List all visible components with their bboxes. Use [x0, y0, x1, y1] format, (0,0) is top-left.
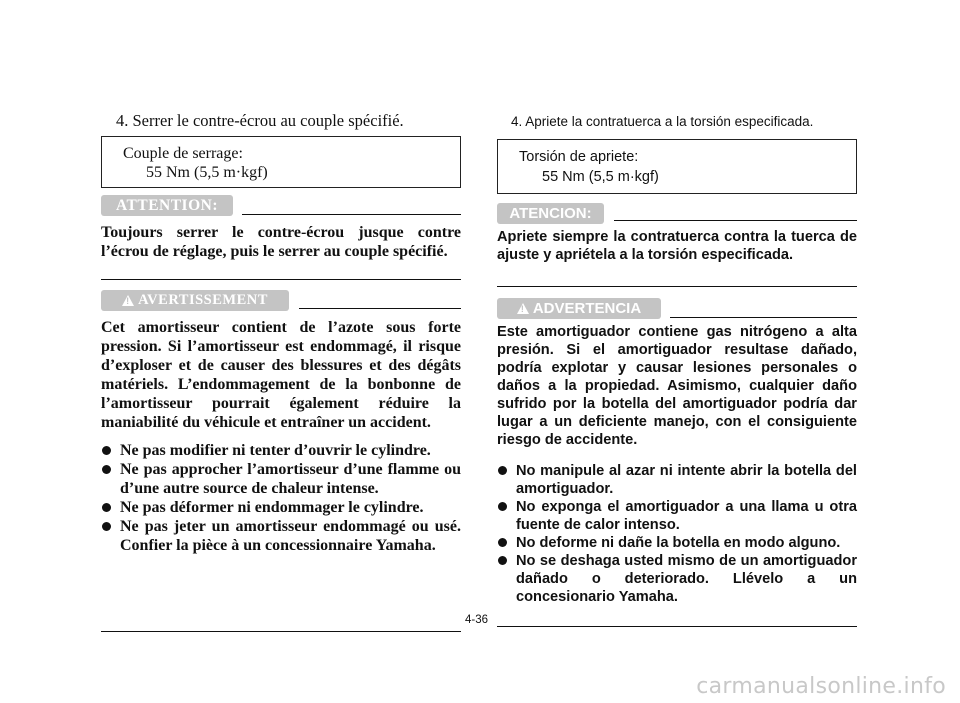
torque-spec-value-fr: 55 Nm (5,5 m·kgf) [146, 164, 268, 181]
bullet-icon [498, 466, 507, 475]
attention-badge-fr: ATTENTION: [101, 195, 233, 216]
torque-spec-value-es: 55 Nm (5,5 m·kgf) [542, 169, 659, 185]
list-item [101, 460, 461, 498]
warning-end-rule-fr [101, 631, 461, 632]
warning-text-fr: Cet amortisseur contient de l’azote sous forte pression. Si l’amortisseur est endommagé, il risque d’exploser et de causer des blessures et des dégâts matériels. L’endommagement de la bonbonne de l’amortisseur pourrait également réduire la maniabilité du véhicule et entraîner un accident. [101, 319, 461, 431]
bullet-text: No manipule al azar ni intente abrir la botella del amortiguador. [516, 463, 857, 497]
warning-triangle-icon [122, 295, 134, 306]
list-item [101, 441, 461, 460]
warning-rule-fr [299, 308, 461, 309]
bullet-icon [102, 465, 111, 474]
step-4-text-es: 4. Apriete la contratuerca a la torsión especificada. [511, 114, 814, 129]
attention-text-fr: Toujours serrer le contre-écrou jusque contre l’écrou de réglage, puis le serrer au couple spécifié. [101, 224, 461, 260]
bullet-icon [498, 502, 507, 511]
attention-end-rule-fr [101, 279, 461, 280]
bullet-text: No exponga el amortiguador a una llama u otra fuente de calor intenso. [516, 499, 857, 533]
attention-text-es: Apriete siempre la contratuerca contra la tuerca de ajuste y apriétela a la torsión especificada. [497, 229, 857, 263]
bullet-text: No deforme ni dañe la botella en modo alguno. [516, 535, 841, 551]
step-4-text-fr: 4. Serrer le contre-écrou au couple spécifié. [116, 111, 404, 130]
attention-rule-es [614, 220, 857, 221]
attention-end-rule-es [497, 286, 857, 287]
warning-text-es: Este amortiguador contiene gas nitrógeno a alta presión. Si el amortiguador resultase dañado, podría explotar y causar lesiones personales o daños a la propiedad. Asimismo, cualquier daño sufrido por la botella del amortiguador podría dar lugar a un deficiente manejo, con el consiguiente riesgo de accidente. [497, 324, 857, 448]
list-item [497, 552, 857, 606]
bullet-text: No se deshaga usted mismo de un amortiguador dañado o deteriorado. Llévelo a un concesionario Yamaha. [516, 553, 857, 605]
bullet-text: Ne pas jeter un amortisseur endommagé ou usé. Confier la pièce à un concessionnaire Yamaha. [120, 518, 461, 554]
bullet-text: Ne pas déformer ni endommager le cylindre. [120, 499, 424, 516]
warning-badge-fr [101, 290, 289, 311]
bullet-text: Ne pas modifier ni tenter d’ouvrir le cylindre. [120, 442, 431, 459]
bullet-text: Ne pas approcher l’amortisseur d’une flamme ou d’une autre source de chaleur intense. [120, 461, 461, 497]
torque-spec-label-fr: Couple de serrage: [123, 145, 243, 162]
torque-spec-box-es [497, 139, 857, 194]
torque-spec-box-fr [101, 136, 461, 188]
attention-badge-es: ATENCION: [497, 203, 604, 224]
bullet-icon [498, 556, 507, 565]
list-item [497, 534, 857, 552]
list-item [497, 462, 857, 498]
warning-bullets-es [497, 462, 857, 606]
warning-label-es: ADVERTENCIA [532, 300, 642, 317]
bullet-icon [102, 446, 111, 455]
list-item [101, 498, 461, 517]
warning-label-fr: AVERTISSEMENT [138, 292, 268, 308]
bullet-icon [498, 538, 507, 547]
warning-end-rule-es [497, 626, 857, 627]
list-item [497, 498, 857, 534]
page-number: 4-36 [465, 614, 489, 626]
list-item [101, 517, 461, 555]
warning-rule-es [670, 317, 857, 318]
bullet-icon [102, 503, 111, 512]
watermark: carmanualsonline.info [696, 674, 946, 699]
warning-triangle-icon [517, 303, 529, 314]
bullet-icon [102, 522, 111, 531]
attention-rule-fr [242, 214, 461, 215]
warning-bullets-fr [101, 441, 461, 555]
warning-badge-es [497, 298, 661, 319]
torque-spec-label-es: Torsión de apriete: [519, 149, 639, 165]
